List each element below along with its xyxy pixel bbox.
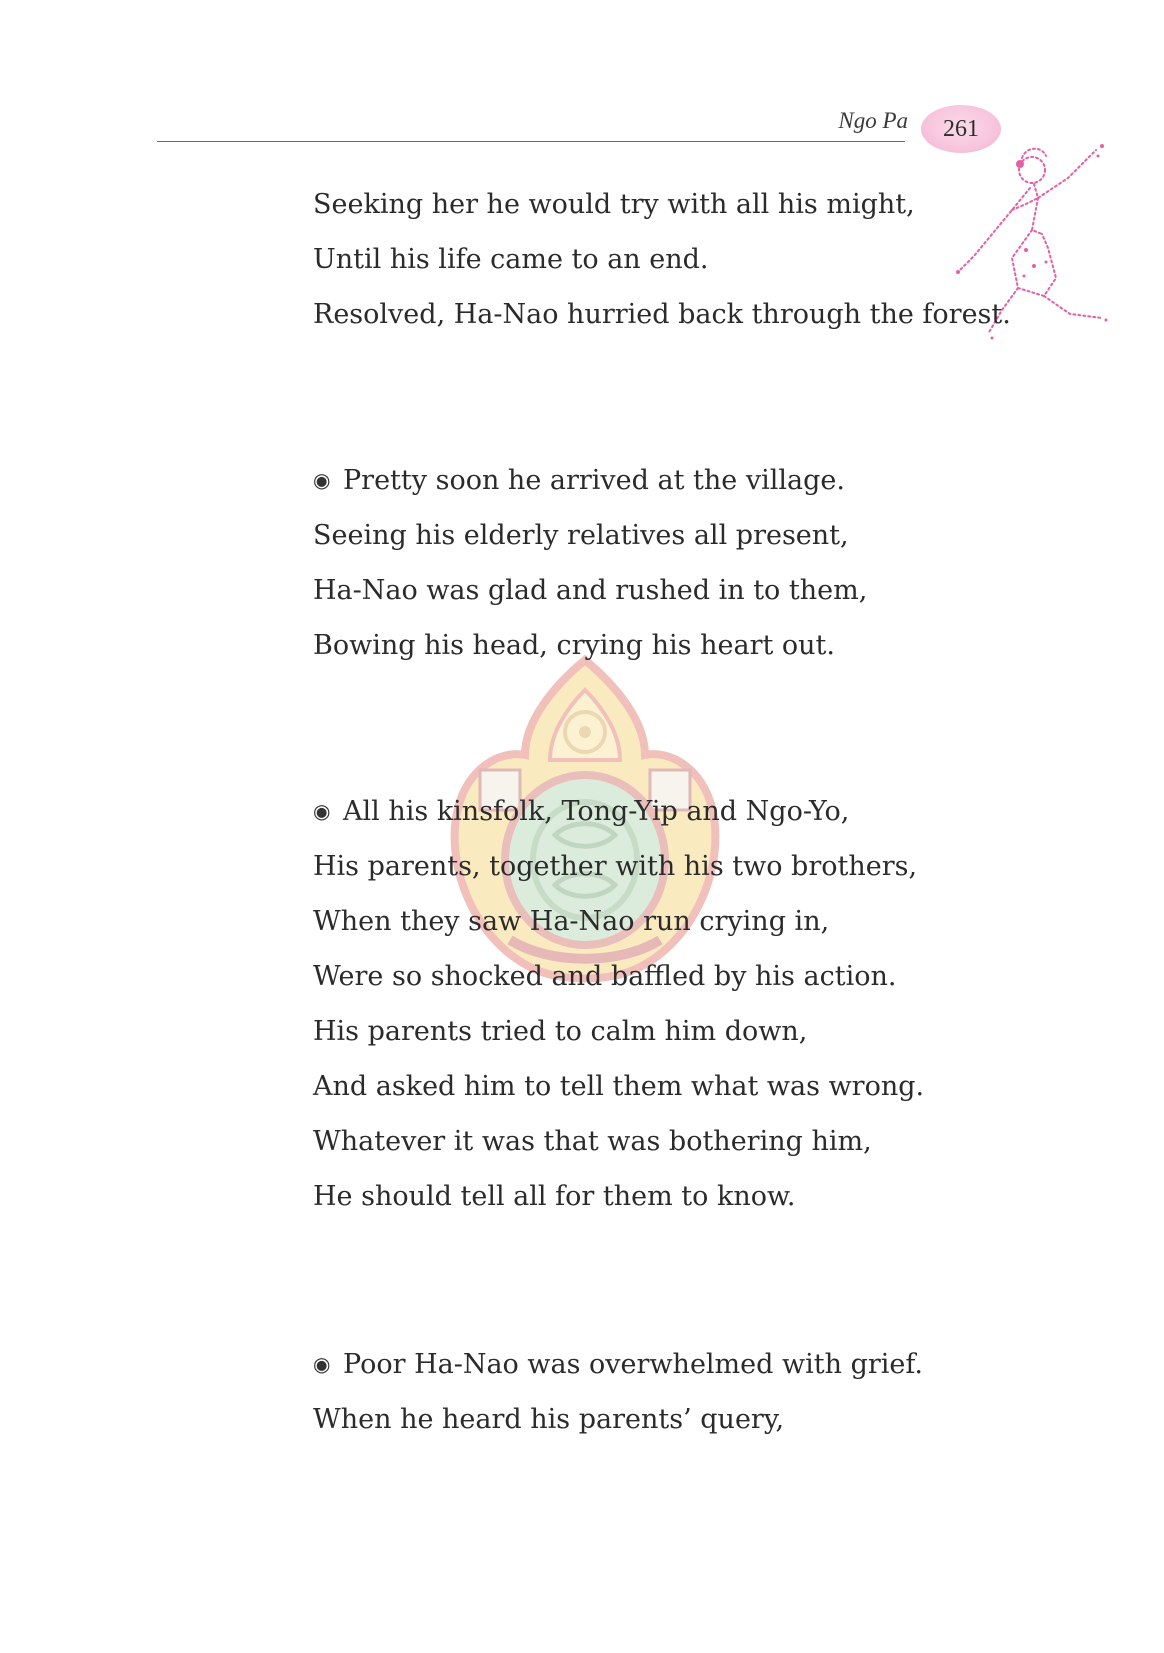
stanza-3 — [313, 784, 1073, 1224]
header-rule — [157, 141, 905, 142]
verse-line: Resolved, Ha-Nao hurried back through the forest. — [313, 299, 1011, 330]
verse-line: Seeking her he would try with all his might, — [313, 189, 915, 220]
verse-line: He should tell all for them to know. — [313, 1181, 796, 1212]
verse-line: And asked him to tell them what was wrong. — [313, 1071, 925, 1102]
stanza-bullet-icon: ◉ — [313, 1352, 331, 1376]
verse-line: His parents tried to calm him down, — [313, 1016, 808, 1047]
verse-line-text: Pretty soon he arrived at the village. — [343, 465, 845, 496]
stanza-2 — [313, 453, 1073, 673]
stanza-bullet-icon: ◉ — [313, 799, 331, 823]
verse-line: His parents, together with his two brothers, — [313, 851, 918, 882]
verse-line-text: Poor Ha-Nao was overwhelmed with grief. — [343, 1349, 923, 1380]
verse-line: When he heard his parents’ query, — [313, 1404, 785, 1435]
verse-line-text: All his kinsfolk, Tong-Yip and Ngo-Yo, — [343, 796, 850, 827]
stanza-4 — [313, 1337, 1073, 1447]
verse-line: Were so shocked and baffled by his action. — [313, 961, 897, 992]
running-title: Ngo Pa — [838, 108, 908, 133]
verse-line: When they saw Ha-Nao run crying in, — [313, 906, 830, 937]
verse-line — [313, 784, 1073, 839]
verse-line: Until his life came to an end. — [313, 244, 709, 275]
stanza-bullet-icon: ◉ — [313, 468, 331, 492]
verse-line: Ha-Nao was glad and rushed in to them, — [313, 575, 868, 606]
stanza-1 — [313, 177, 1073, 342]
verse-line — [313, 1337, 1073, 1392]
verse-line: Bowing his head, crying his heart out. — [313, 630, 835, 661]
verse-line: Whatever it was that was bothering him, — [313, 1126, 872, 1157]
page-number: 261 — [943, 115, 979, 142]
verse-line: Seeing his elderly relatives all present, — [313, 520, 849, 551]
verse-line — [313, 453, 1073, 508]
